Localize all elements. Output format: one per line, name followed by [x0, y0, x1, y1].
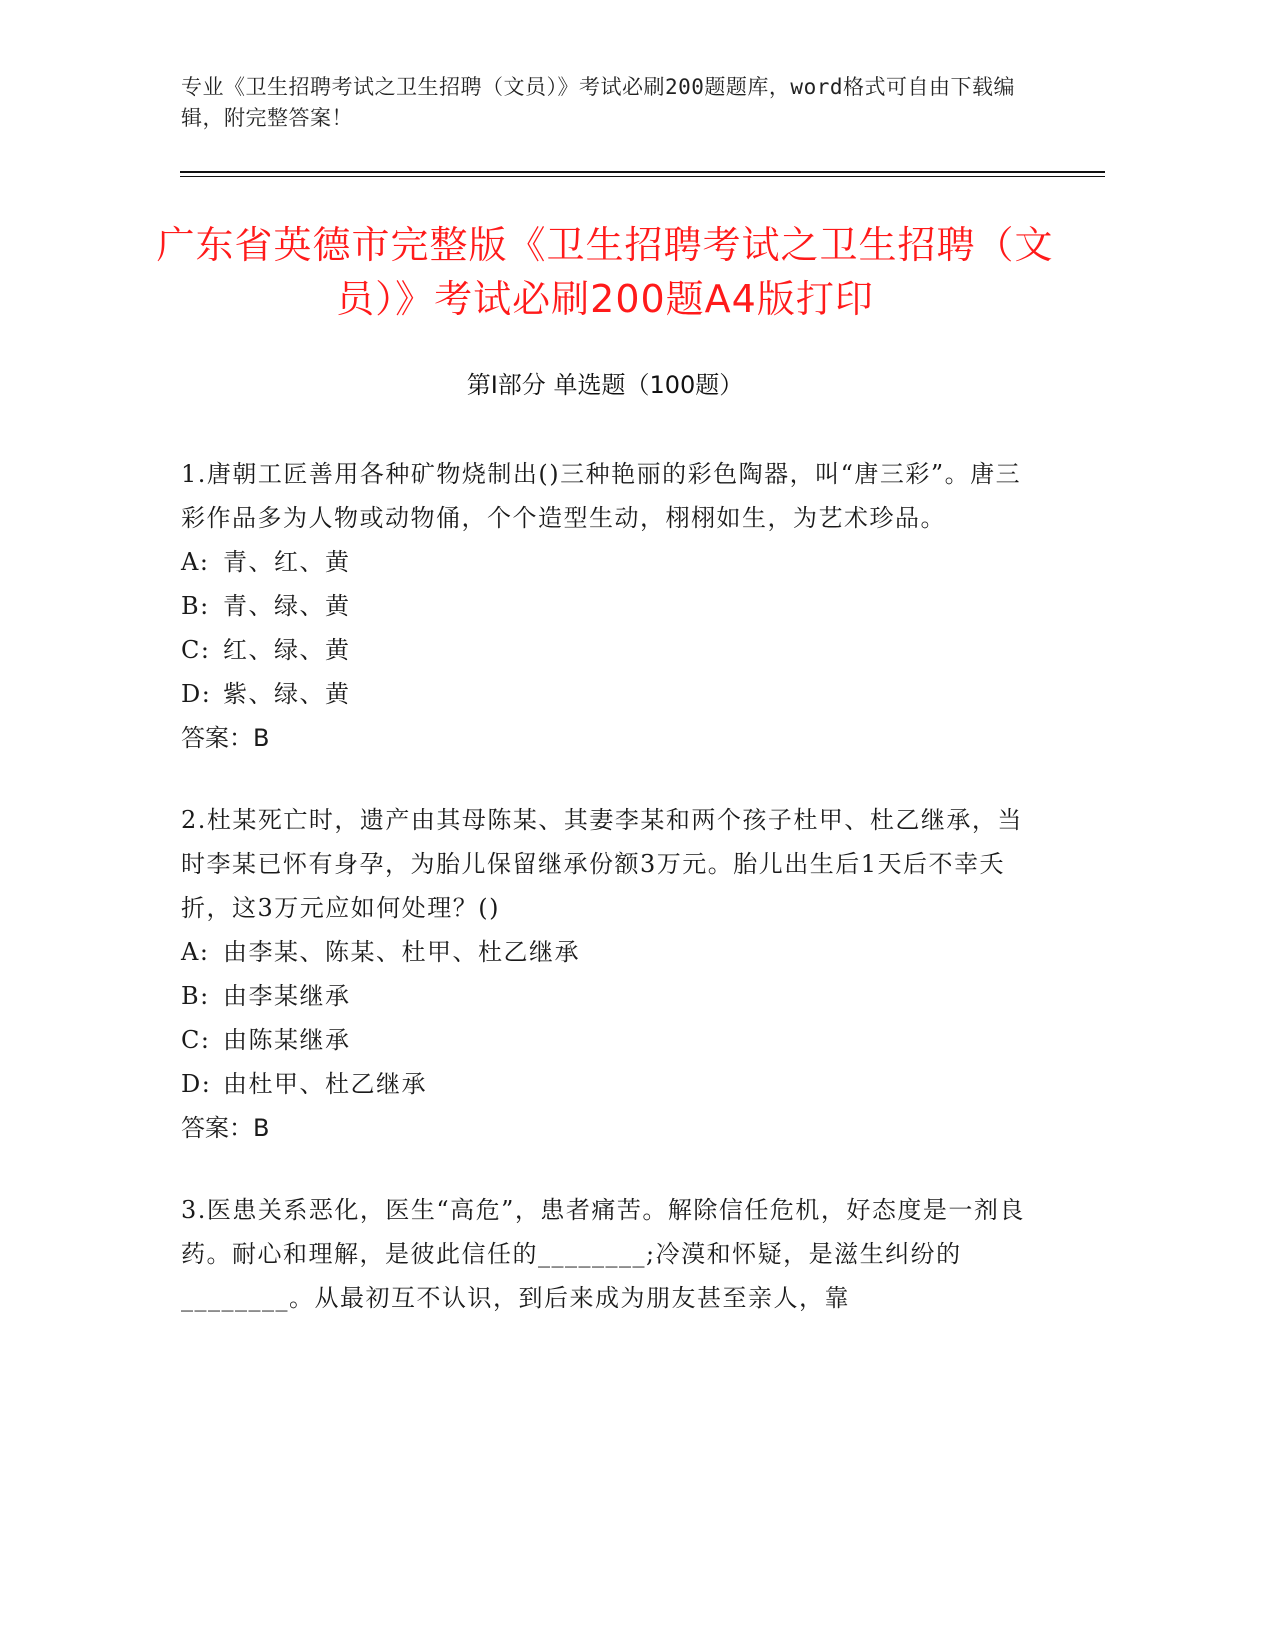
option-text: 由杜甲、杜乙继承 — [223, 1070, 427, 1098]
option-text: 青、绿、黄 — [223, 592, 351, 620]
question-list — [181, 452, 1031, 1358]
header-divider-thin — [180, 176, 1105, 177]
option-a — [181, 540, 1031, 584]
document-title: 广东省英德市完整版《卫生招聘考试之卫生招聘（文员）》考试必刷200题A4版打印 — [156, 223, 1054, 321]
option-key: A: — [181, 548, 210, 576]
option-d — [181, 672, 1031, 716]
option-text: 青、红、黄 — [223, 548, 351, 576]
option-key: A: — [181, 938, 210, 966]
option-c — [181, 1018, 1031, 1062]
option-key: D: — [181, 680, 212, 708]
option-text: 由李某、陈某、杜甲、杜乙继承 — [223, 938, 580, 966]
option-c — [181, 628, 1031, 672]
option-text: 紫、绿、黄 — [223, 680, 351, 708]
option-key: D: — [181, 1070, 212, 1098]
question-3 — [181, 1188, 1031, 1320]
question-1 — [181, 452, 1031, 760]
question-stem: 3.医患关系恶化，医生“高危”，患者痛苦。解除信任危机，好态度是一剂良药。耐心和理解，是彼此信任的________;冷漠和怀疑，是滋生纠纷的________。从最初互不认识，到后来成为朋友甚至亲人，靠 — [181, 1196, 1025, 1312]
question-2 — [181, 798, 1031, 1150]
option-key: B: — [181, 982, 210, 1010]
option-text: 由李某继承 — [223, 982, 351, 1010]
question-stem: 1.唐朝工匠善用各种矿物烧制出()三种艳丽的彩色陶器，叫“唐三彩”。唐三彩作品多为人物或动物俑，个个造型生动，栩栩如生，为艺术珍品。 — [181, 460, 1022, 532]
option-key: C: — [181, 636, 211, 664]
question-answer: 答案：B — [181, 1114, 270, 1142]
option-b — [181, 584, 1031, 628]
option-text: 红、绿、黄 — [223, 636, 351, 664]
option-a — [181, 930, 1031, 974]
question-stem: 2.杜某死亡时，遗产由其母陈某、其妻李某和两个孩子杜甲、杜乙继承，当时李某已怀有身孕，为胎儿保留继承份额3万元。胎儿出生后1天后不幸夭折，这3万元应如何处理？() — [181, 806, 1023, 922]
header-note: 专业《卫生招聘考试之卫生招聘（文员）》考试必刷200题题库，word格式可自由下载编辑，附完整答案！ — [181, 75, 1015, 130]
option-d — [181, 1062, 1031, 1106]
section-title: 第Ⅰ部分 单选题（100题） — [466, 371, 744, 399]
question-answer: 答案：B — [181, 724, 270, 752]
option-b — [181, 974, 1031, 1018]
option-text: 由陈某继承 — [223, 1026, 351, 1054]
header-divider-thick — [180, 171, 1105, 173]
option-key: C: — [181, 1026, 211, 1054]
option-key: B: — [181, 592, 210, 620]
